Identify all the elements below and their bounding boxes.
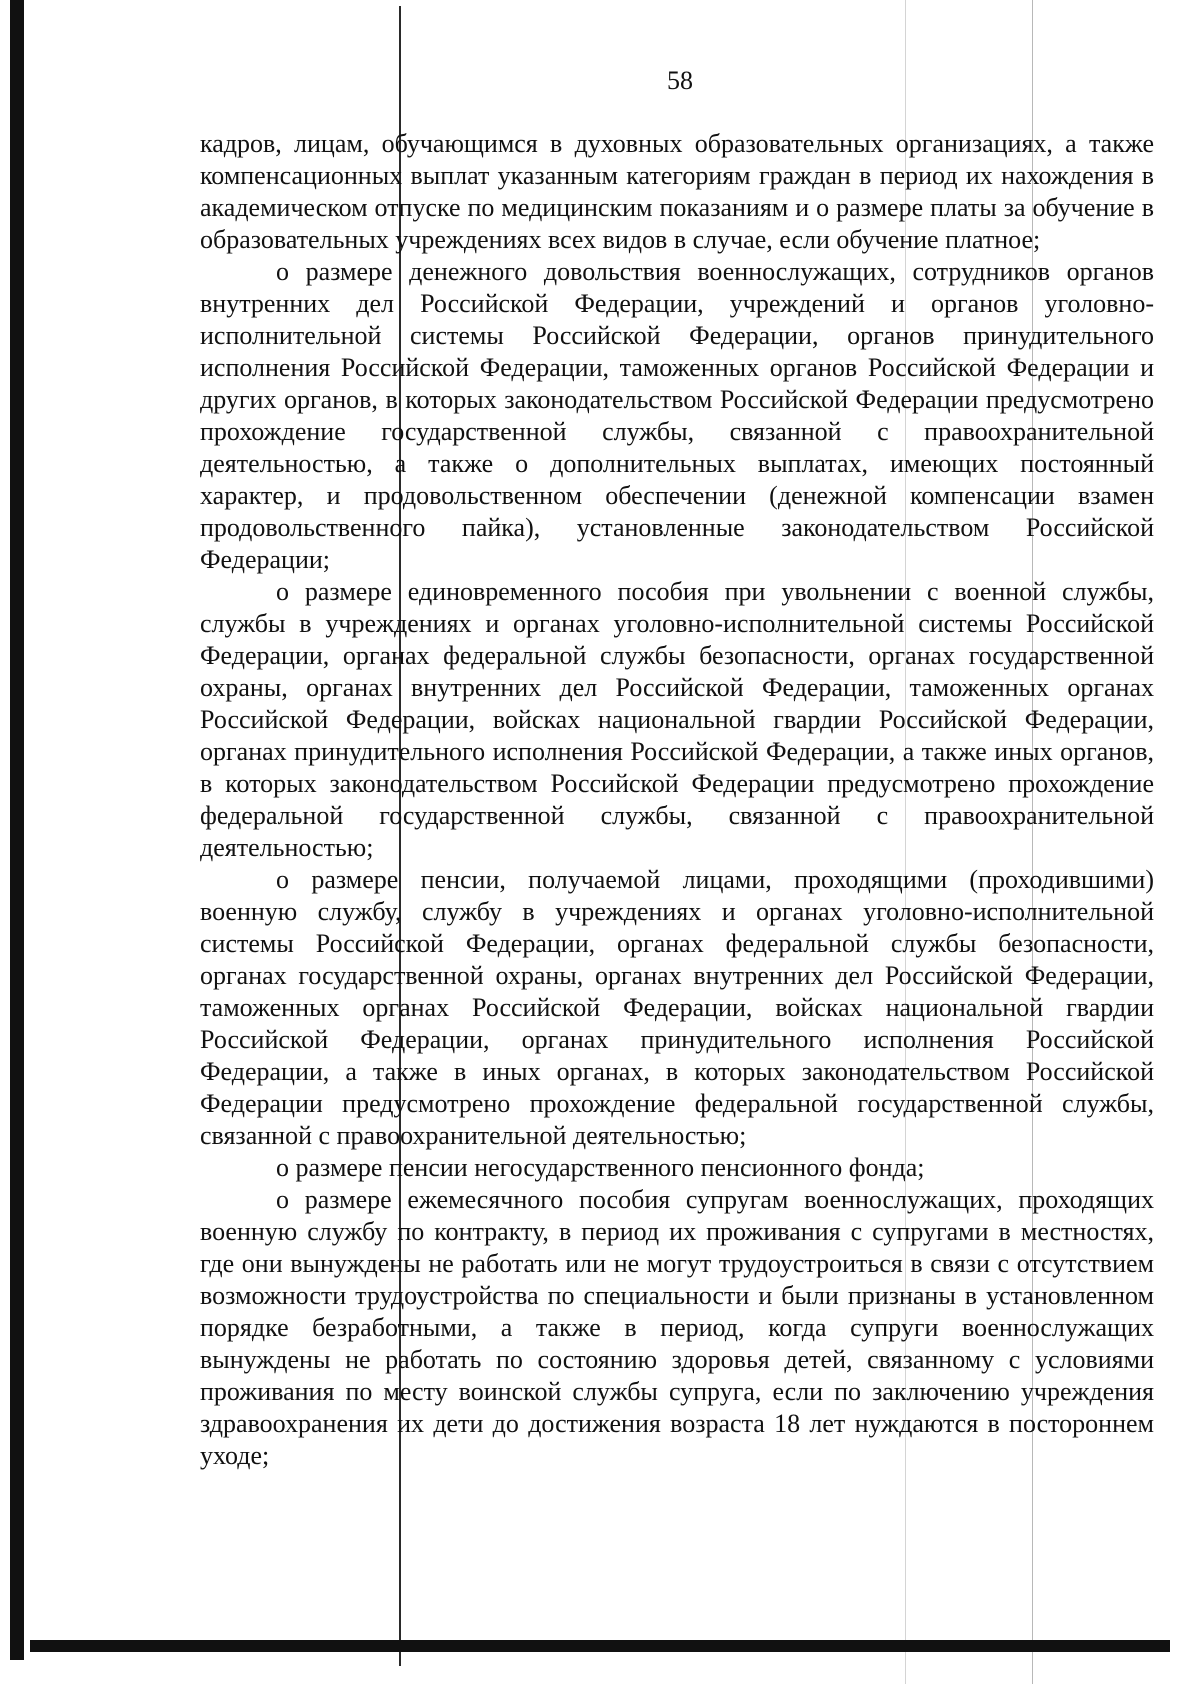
page-number: 58 [667,66,693,95]
paragraph: о размере ежемесячного пособия супругам военнослужащих, проходящих военную службу по контракту, в период их проживания с супругами в местностях, где они вынуждены не работать или не могут трудоустроиться в связи с отсутствием возможности трудоустройства по специальности и были признаны в установленном порядке безработными, а также в период, когда супруги военнослужащих вынуждены не работать по состоянию здоровья детей, связанному с условиями проживания по месту воинской службы супруга, если по заключению учреждения здравоохранения их дети до достижения возраста 18 лет нуждаются в постороннем уходе; [200,1185,1154,1470]
document-body [200,128,1154,1472]
scan-edge-left [10,0,24,1660]
paragraph: о размере пенсии негосударственного пенсионного фонда; [276,1153,925,1182]
paragraph: о размере пенсии, получаемой лицами, проходящими (проходившими) военную службу, службу в учреждениях и органах уголовно-исполнительной системы Российской Федерации, органах федеральной службы безопасности, органах государственной охраны, органах внутренних дел Российской Федерации, таможенных органах Российской Федерации, войсках национальной гвардии Российской Федерации, органах принудительного исполнения Российской Федерации, а также в иных органах, в которых законодательством Российской Федерации предусмотрено прохождение федеральной государственной службы, связанной с правоохранительной деятельностью; [200,865,1154,1150]
scan-edge-bottom [30,1640,1170,1652]
paragraph: о размере денежного довольствия военнослужащих, сотрудников органов внутренних дел Российской Федерации, учреждений и органов уголовно-исполнительной системы Российской Федерации, органов принудительного исполнения Российской Федерации, таможенных органов Российской Федерации и других органов, в которых законодательством Российской Федерации предусмотрено прохождение государственной службы, связанной с правоохранительной деятельностью, а также о дополнительных выплатах, имеющих постоянный характер, и продовольственном обеспечении (денежной компенсации взамен продовольственного пайка), установленные законодательством Российской Федерации; [200,257,1154,574]
paragraph: кадров, лицам, обучающимся в духовных образовательных организациях, а также компенсационных выплат указанным категориям граждан в период их нахождения в академическом отпуске по медицинским показаниям и о размере платы за обучение в образовательных учреждениях всех видов в случае, если обучение платное; [200,129,1154,254]
paragraph: о размере единовременного пособия при увольнении с военной службы, службы в учреждениях и органах уголовно-исполнительной системы Российской Федерации, органах федеральной службы безопасности, органах государственной охраны, органах внутренних дел Российской Федерации, таможенных органах Российской Федерации, войсках национальной гвардии Российской Федерации, органах принудительного исполнения Российской Федерации, а также иных органов, в которых законодательством Российской Федерации предусмотрено прохождение федеральной государственной службы, связанной с правоохранительной деятельностью; [200,577,1154,862]
